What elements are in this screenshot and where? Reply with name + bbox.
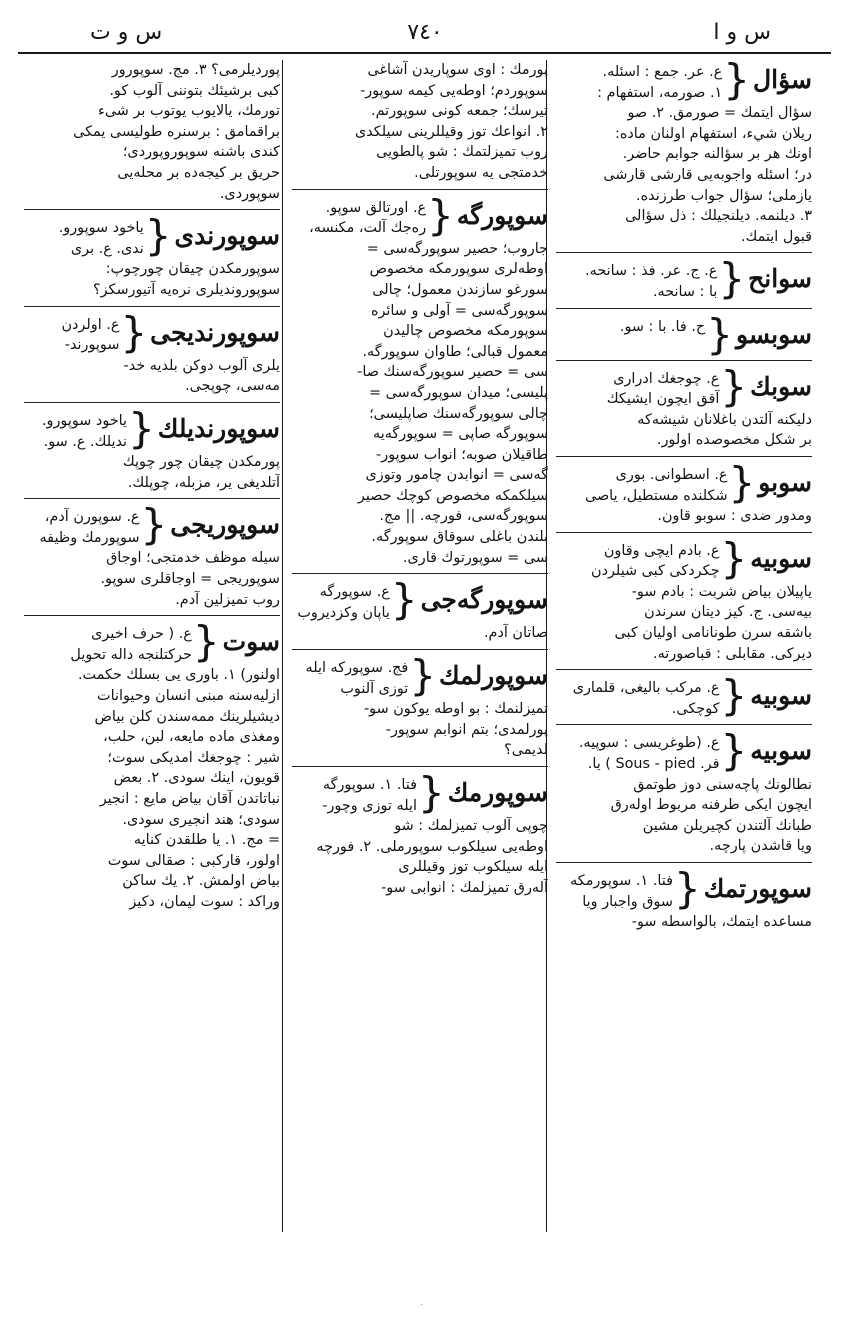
definition-line: اونك هر بر سؤالنه جوابم حاضر.: [622, 146, 812, 163]
dictionary-entry: [556, 671, 812, 721]
definition-line: سوپوریجی = اوجاقلری سوپو.: [100, 571, 280, 588]
definition-line: تیرسك؛ جمعه کونی سوپورتم.: [371, 103, 548, 120]
headword: سوپورتمك: [703, 874, 812, 903]
definition-line: سوپورند-: [64, 337, 120, 354]
entry-head: [24, 211, 280, 261]
entry-separator: [556, 308, 812, 309]
definition-line: فر. Sous - pied ) يا.: [587, 756, 720, 773]
column-divider: [282, 60, 283, 1232]
entry-separator: [556, 456, 812, 457]
headword: سوپورگه: [456, 200, 548, 230]
definition-line: نطالونك پاچه‌سنی دوز طوتمق: [633, 776, 812, 793]
definition-line: سیلکمكه مخصوص کوچك حصیر: [357, 487, 548, 504]
entry-head: [556, 726, 812, 776]
definition-line: نباتاتدن آقان بیاض مایع : انجیر: [99, 791, 280, 807]
brace: {: [720, 533, 748, 583]
definition-line: ایله توزی وچور-: [322, 797, 417, 814]
brace: {: [720, 726, 748, 776]
dictionary-entry: [24, 307, 280, 397]
entry-separator: [24, 306, 280, 307]
definition-line: بیه‌سی. ج. کیز دیتان سرندن: [644, 604, 812, 621]
definition-line: بیاض اولمش. ٢. یك ساکن: [122, 873, 280, 890]
entry-head-lines: [292, 773, 417, 816]
entry-head: [292, 651, 548, 701]
dictionary-entry: [292, 575, 548, 644]
entry-head-lines: [24, 409, 127, 452]
definition-line: ازلیه‌سنه مبنی انسان وحیوانات: [97, 688, 280, 705]
definition-line: ندیلك. ع. سو.: [43, 433, 128, 450]
definition-line: روب تمیزلین آدم.: [175, 591, 280, 608]
brace: {: [192, 617, 220, 667]
definition-line: سوپوروندیلری نره‌یه آتیورسکز؟: [92, 281, 280, 298]
dictionary-entry: [556, 457, 812, 527]
entry-separator: [556, 532, 812, 533]
dictionary-entry: [24, 617, 280, 912]
entry-head: [556, 60, 812, 103]
definition-line: ع. مركب بالیغی، قلماری: [572, 680, 720, 697]
definition-line: ع. اورتالق سوپو.: [325, 199, 427, 216]
definition-line: با : سانحه.: [652, 283, 718, 300]
brace: {: [417, 768, 445, 817]
brace: {: [720, 361, 748, 411]
entry-head: [24, 403, 280, 453]
column-left: [24, 60, 280, 1235]
entry-head-lines: [24, 505, 140, 548]
entry-head: [556, 533, 812, 583]
headword: سوبك: [750, 371, 812, 401]
definition-line: = مج. ١. یا طلقدن کنایه: [133, 832, 280, 849]
definition-line: سوپورگه‌سی = آولی و سائره: [370, 302, 548, 319]
headword: سوپورندیجی: [150, 317, 280, 347]
entry-head-lines: [24, 216, 144, 259]
entry-head-lines: [292, 196, 426, 239]
headword: سؤال: [753, 65, 812, 94]
definition-line: دیشیلرینك ممه‌سندن کلن بیاض: [94, 708, 280, 725]
definition-line: ویا قاشدن پارچه.: [709, 838, 812, 855]
definition-line: یاپان وکزدیروب: [297, 604, 390, 621]
definition-line: چكردكی كبی شيلردن: [591, 563, 720, 580]
brace: {: [728, 457, 756, 507]
definition-line: چالی سوپورگه‌سنك صاپلیسی؛: [369, 405, 548, 422]
brace: {: [723, 60, 751, 104]
headword: سوبيه: [750, 681, 812, 711]
definition-line: اولور، قارکبی : صقالی سوت: [107, 852, 280, 869]
headword: سوبيه: [750, 543, 812, 573]
brace: {: [720, 671, 748, 721]
entry-head: [292, 768, 548, 817]
entry-head: [24, 500, 280, 550]
dictionary-entry: [24, 403, 280, 493]
entry-head-lines: [292, 580, 390, 623]
entry-separator: [556, 724, 812, 725]
entry-head: [556, 864, 812, 913]
definition-line: لدیمی؟: [504, 742, 548, 759]
entry-head: [556, 361, 812, 411]
entry-head: [556, 254, 812, 304]
entry-head: [24, 617, 280, 667]
entry-head-lines: [24, 622, 192, 665]
definition-line: ع. سوپورن آدم،: [44, 509, 140, 526]
definition-line: فتا. ١. سوپورگه: [322, 777, 417, 793]
page-footer-mark: ·: [420, 1300, 424, 1311]
definition-line: كوچكی.: [671, 700, 720, 717]
running-head-left: س و ت: [90, 20, 163, 45]
entry-separator: [556, 862, 812, 863]
entry-separator: [556, 669, 812, 670]
definition-line: پورمك : اوی سوپاریدن آشاغی: [367, 62, 548, 78]
column-middle: [292, 60, 548, 1235]
definition-line: سوپورمكه مخصوص چالیدن: [383, 323, 548, 340]
headword: سوپوریجی: [170, 510, 280, 540]
definition-line: مه‌سی، چوپجی.: [185, 378, 280, 395]
brace: {: [718, 254, 746, 304]
brace: {: [120, 307, 148, 357]
definition-line: یلری آلوب دوکن بلدیه خد-: [123, 357, 280, 374]
column-right: [556, 60, 812, 1235]
brace: {: [140, 500, 168, 550]
definition-line: ع. سوپورگه: [319, 584, 390, 601]
definition-line: باشقه سرن طونانامی اولیان کبی: [614, 625, 812, 642]
dictionary-entry: [292, 651, 548, 761]
definition-line: دلیکنه آلتدن باغلانان شیشه‌که: [637, 411, 812, 428]
definition-line: تمیزلنمك : بو اوطه یوكون سو-: [363, 701, 548, 718]
entry-head-lines: [24, 313, 119, 356]
entry-head: [556, 457, 812, 507]
headword: سوپورندیلك: [157, 413, 280, 443]
definition-line: کبی برشیئك بتوننی آلوب کو.: [109, 82, 280, 99]
entry-head-lines: [556, 676, 719, 719]
definition-line: شكلنده مستطیل، یاصی: [584, 487, 728, 504]
definition-line: سوپورمك وظیفه: [39, 529, 140, 546]
definition-line: شیر : چوجغك امدیکی سوت؛: [107, 749, 280, 766]
definition-line: اولنور) ١. باوری یی بسلك حکمت.: [77, 667, 280, 684]
entry-separator: [292, 573, 548, 574]
definition-line: جاروب؛ حصیر سوپورگه‌سی =: [366, 240, 548, 257]
definition-line: يازملی؛ سؤال جواب طرزنده.: [636, 187, 812, 204]
headword: سوپورگه‌جی: [420, 585, 548, 615]
definition-line: ح. فا. با : سو.: [619, 318, 706, 335]
definition-line: مساعده ایتمك، بالواسطه سو-: [631, 914, 812, 931]
dictionary-entry: [556, 726, 812, 857]
definition-line: ع. (طوغریسی : سوپیه.: [578, 735, 720, 752]
definition-line: ع. بادم ایچی وقاون: [603, 542, 720, 559]
dictionary-entry: [24, 211, 280, 300]
entry-head-lines: [556, 60, 722, 103]
dictionary-entry: [292, 768, 548, 899]
definition-line: سوق واجبار ویا: [582, 893, 673, 910]
entry-separator: [556, 360, 812, 361]
definition-line: سوپورگه صاپی = سوپورگه‌یه: [373, 426, 548, 443]
entry-head: [292, 575, 548, 625]
headword: سوانح: [748, 264, 812, 294]
definition-line: پورلمدی؛ بتم انوابم سوپور-: [385, 721, 548, 738]
page-number: ٧٤٠: [407, 20, 443, 45]
dictionary-entry: [24, 500, 280, 610]
entry-head-lines: [556, 259, 717, 302]
headword: سوبسو: [735, 319, 812, 349]
entry-separator: [24, 402, 280, 403]
entry-separator: [292, 189, 548, 190]
definition-line: یاپیلان بیاض شربت : بادم سو-: [631, 583, 812, 600]
brace: {: [128, 403, 155, 453]
definition-line: حریق بر کیجه‌ده بر محله‌یی: [117, 164, 280, 181]
entry-separator: [24, 498, 280, 499]
definition-line: ٣. ديلنمه. ديلنجيلك : ذل سؤالی: [625, 208, 812, 225]
definition-line: ع. ج. عر. فذ : سانحه.: [585, 263, 718, 280]
definition-line: ایچون ایکی طرفنه مربوط اوله‌رق: [610, 797, 812, 814]
definition-line: ٢. انواعك توز وقیللرینی سیلکدی: [354, 123, 548, 140]
entry-separator: [292, 649, 548, 650]
definition-line: آقق ايچون ايشيكك: [606, 391, 720, 408]
dictionary-entry: [24, 60, 280, 204]
definition-line: یاخود سوپورو.: [41, 412, 128, 429]
definition-line: حرکتلنجه داله تحویل: [70, 646, 192, 663]
header-rule: [18, 52, 831, 54]
headword: سوبو: [758, 467, 812, 497]
definition-line: ع. چوجغك ادراری: [613, 370, 720, 387]
dictionary-entry: [556, 309, 812, 359]
definition-line: سورغو سازندن معمول؛ چالی: [372, 281, 548, 298]
entry-head-lines: [556, 367, 719, 410]
entry-head-lines: [556, 869, 673, 912]
definition-line: فتا. ١. سوپورمكه: [570, 873, 673, 889]
definition-line: فج. سوپورکه ایله: [305, 660, 409, 677]
brace: {: [390, 575, 418, 625]
definition-line: ع. اولردن: [61, 316, 120, 333]
definition-line: ١. صورمه، استفهام :: [597, 84, 723, 101]
dictionary-entry: [292, 190, 548, 569]
definition-line: سوپورگه‌سی، فورچه. || مج.: [379, 508, 548, 525]
brace: {: [706, 309, 733, 359]
definition-line: طاقیلان صوبه؛ انواب سوپور-: [376, 446, 548, 463]
definition-line: بر شكل مخصوصده اولور.: [656, 432, 812, 449]
definition-line: ريلان شيء، استفهام اولنان ماده:: [615, 125, 812, 142]
entry-separator: [556, 252, 812, 253]
definition-line: پوردیلرمی؟ ٣. مج. سوپورور: [111, 62, 280, 78]
definition-line: اوطه‌یی سیلکوب سوپورملی. ٢. فورچه: [316, 838, 548, 855]
definition-line: سیله موظف خدمتجی؛ اوجاق: [106, 550, 280, 567]
definition-line: صاتان آدم.: [483, 625, 548, 642]
entry-head: [24, 307, 280, 357]
headword: سوپورمك: [447, 778, 548, 807]
entry-head: [556, 671, 812, 721]
entry-head: [556, 309, 812, 359]
headword: سوپورلمك: [439, 661, 548, 691]
headword: سوبيه: [750, 736, 812, 766]
definition-line: سؤال ايتمك = صورمق. ٢. صو: [627, 105, 812, 122]
definition-line: ع. ( حرف اخیری: [91, 626, 192, 643]
headword: سوپورندی: [174, 221, 280, 251]
entry-head: [292, 190, 548, 240]
definition-line: ومدور ضدی : سوبو قاون.: [657, 508, 812, 525]
dictionary-entry: [292, 60, 548, 184]
entry-head-lines: [556, 463, 728, 506]
definition-line: ومغذی ماده‌ مایعه، لبن، حلب،: [103, 729, 280, 746]
brace: {: [673, 864, 701, 913]
definition-line: بلندن باغلی سوقاق سوپورگه.: [371, 529, 548, 546]
definition-line: روب تمیزلتمك : شو پالطویی: [376, 144, 548, 161]
definition-line: یاخود سوپورو.: [58, 220, 144, 237]
definition-line: تورمك، یالایوب یوتوب بر شیء: [98, 103, 280, 120]
definition-line: گه‌سی = انوابدن چامور وتوزی: [365, 467, 548, 484]
entry-head-lines: [556, 539, 719, 582]
definition-line: آله‌رق تمیزلمك : انوابی سو-: [381, 879, 548, 896]
definition-line: براقمامق : برسنره طولیسی یمکی: [73, 123, 280, 140]
entry-separator: [292, 766, 548, 767]
definition-line: قبول ايتمك.: [740, 228, 812, 245]
definition-line: پورمكدن چیقان چور چوپك: [122, 454, 280, 471]
definition-line: ع. عر. جمع : اسئله.: [602, 64, 723, 80]
definition-line: خدمتجی یه سوپورتلی.: [414, 164, 548, 181]
definition-line: ندی. ع. بری: [70, 240, 144, 257]
dictionary-entry: [556, 533, 812, 665]
dictionary-entry: [556, 361, 812, 451]
definition-line: معمول قبالی؛ طاوان سوپورگه.: [362, 343, 548, 360]
definition-line: در؛ اسئله واجوبه‌یی قارشی قارشی: [603, 166, 812, 183]
entry-head-lines: [292, 656, 408, 699]
definition-line: سودی؛ هند انجیری سودی.: [122, 811, 280, 828]
entry-separator: [24, 615, 280, 616]
dictionary-entry: [556, 254, 812, 304]
headword: سوت: [222, 627, 280, 657]
definition-line: سوپوردی.: [219, 185, 280, 202]
definition-line: ایله سیلکوب توز وقیللری: [398, 859, 548, 876]
definition-line: وراکد : سوت لیمان، دکیز: [129, 893, 280, 910]
brace: {: [409, 651, 437, 701]
entry-head-lines: [556, 731, 719, 774]
definition-line: سوپوردم؛ اوطه‌یی کیمه سوپور-: [360, 82, 548, 99]
definition-line: دیرکی. مقابلی : قباصورته.: [653, 645, 812, 662]
definition-line: توزی آلنوب: [340, 680, 409, 697]
definition-line: ره‌جك آلت، مکنسه،: [309, 220, 427, 237]
dictionary-entry: [556, 864, 812, 933]
definition-line: سی = سوپورتوك قاری.: [402, 549, 548, 566]
definition-line: اوطه‌لری سوپورمكه مخصوص: [369, 261, 548, 278]
definition-line: کندی باشنه سوپوروپوردی؛: [122, 144, 280, 161]
brace: {: [427, 190, 454, 240]
definition-line: چوپی آلوب تمیزلمك : شو: [394, 818, 548, 835]
entry-separator: [24, 209, 280, 210]
definition-line: طبانك آلتندن كچیریلن مشین: [642, 817, 812, 834]
definition-line: آتلدیغی یر، مزبله، چوپلك.: [127, 474, 280, 491]
brace: {: [144, 211, 172, 261]
definition-line: قویون، اینك سودی. ٢. بعض: [113, 770, 280, 787]
dictionary-entry: [556, 60, 812, 247]
running-head-right: س و ا: [713, 20, 771, 45]
definition-line: سی = حصیر سوپورگه‌سنك صا-: [357, 364, 548, 381]
definition-line: ع. اسطوانی. بوری: [615, 466, 728, 483]
definition-line: سوپورمكدن چیقان چورچوپ:: [105, 261, 280, 278]
entry-head-lines: [556, 315, 705, 338]
definition-line: پلیسی؛ میدان سوپورگه‌سی =: [369, 384, 548, 401]
